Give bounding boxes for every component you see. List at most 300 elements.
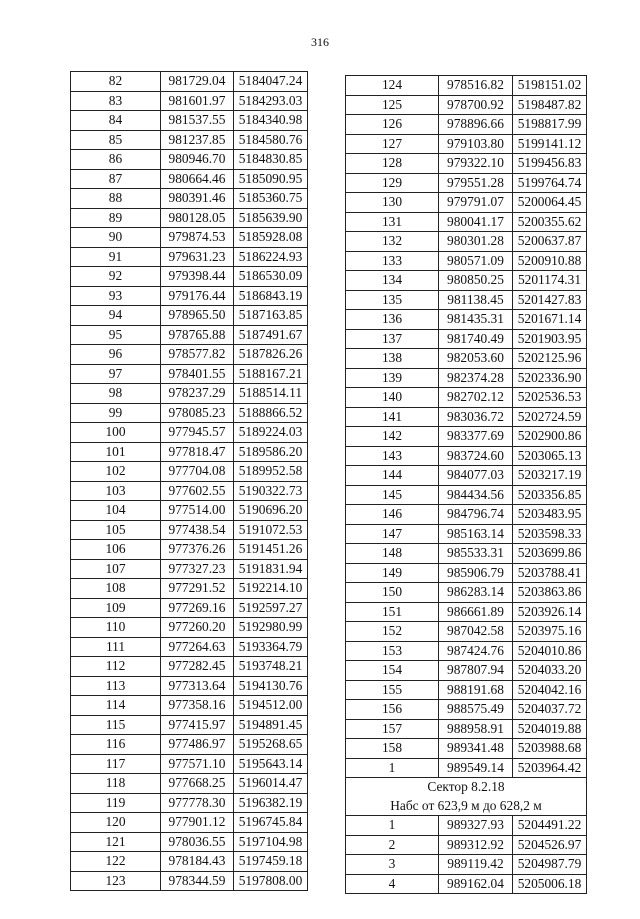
y-coordinate-cell: 5204526.97 [513,835,587,855]
y-coordinate-cell: 5194891.45 [234,715,308,735]
table-row [71,598,308,618]
y-coordinate-cell: 5204010.86 [513,641,587,661]
x-coordinate-cell: 977778.30 [161,793,234,813]
table-row [71,871,308,891]
y-coordinate-cell: 5203699.86 [513,544,587,564]
table-row [71,501,308,521]
x-coordinate-cell: 977264.63 [161,637,234,657]
point-number-cell: 93 [71,286,161,306]
table-row [71,813,308,833]
y-coordinate-cell: 5203964.42 [513,758,587,778]
y-coordinate-cell: 5203926.14 [513,602,587,622]
point-number-cell: 117 [71,754,161,774]
x-coordinate-cell: 986283.14 [439,583,513,603]
y-coordinate-cell: 5199141.12 [513,134,587,154]
y-coordinate-cell: 5202536.53 [513,388,587,408]
x-coordinate-cell: 979103.80 [439,134,513,154]
table-row [71,637,308,657]
x-coordinate-cell: 980128.05 [161,208,234,228]
point-number-cell: 89 [71,208,161,228]
y-coordinate-cell: 5200355.62 [513,212,587,232]
table-row [346,271,587,291]
y-coordinate-cell: 5202125.96 [513,349,587,369]
left-coordinates-table [70,71,308,891]
x-coordinate-cell: 978344.59 [161,871,234,891]
x-coordinate-cell: 977901.12 [161,813,234,833]
point-number-cell: 143 [346,446,439,466]
table-row [71,130,308,150]
table-row [346,134,587,154]
point-number-cell: 148 [346,544,439,564]
point-number-cell: 130 [346,193,439,213]
y-coordinate-cell: 5197104.98 [234,832,308,852]
x-coordinate-cell: 977291.52 [161,579,234,599]
point-number-cell: 85 [71,130,161,150]
x-coordinate-cell: 989327.93 [439,816,513,836]
x-coordinate-cell: 977818.47 [161,442,234,462]
x-coordinate-cell: 978700.92 [439,95,513,115]
table-row [346,251,587,271]
table-row [346,622,587,642]
y-coordinate-cell: 5194512.00 [234,696,308,716]
point-number-cell: 107 [71,559,161,579]
point-number-cell: 94 [71,306,161,326]
point-number-cell: 154 [346,661,439,681]
x-coordinate-cell: 983724.60 [439,446,513,466]
right-coordinates-table [345,75,587,894]
table-row [346,154,587,174]
x-coordinate-cell: 981435.31 [439,310,513,330]
y-coordinate-cell: 5201671.14 [513,310,587,330]
x-coordinate-cell: 980946.70 [161,150,234,170]
x-coordinate-cell: 982374.28 [439,368,513,388]
table-row [71,852,308,872]
y-coordinate-cell: 5187826.26 [234,345,308,365]
y-coordinate-cell: 5184293.03 [234,91,308,111]
x-coordinate-cell: 983036.72 [439,407,513,427]
table-row [71,91,308,111]
x-coordinate-cell: 977415.97 [161,715,234,735]
point-number-cell: 91 [71,247,161,267]
y-coordinate-cell: 5204033.20 [513,661,587,681]
x-coordinate-cell: 978516.82 [439,76,513,96]
point-number-cell: 105 [71,520,161,540]
x-coordinate-cell: 977514.00 [161,501,234,521]
point-number-cell: 141 [346,407,439,427]
point-number-cell: 98 [71,384,161,404]
y-coordinate-cell: 5203863.86 [513,583,587,603]
x-coordinate-cell: 979176.44 [161,286,234,306]
point-number-cell: 116 [71,735,161,755]
table-row [346,115,587,135]
point-number-cell: 135 [346,290,439,310]
table-row [71,520,308,540]
point-number-cell: 104 [71,501,161,521]
point-number-cell: 87 [71,169,161,189]
table-row [71,150,308,170]
y-coordinate-cell: 5189952.58 [234,462,308,482]
point-number-cell: 92 [71,267,161,287]
point-number-cell: 96 [71,345,161,365]
y-coordinate-cell: 5204042.16 [513,680,587,700]
table-row [346,290,587,310]
table-row [71,267,308,287]
x-coordinate-cell: 986661.89 [439,602,513,622]
y-coordinate-cell: 5197459.18 [234,852,308,872]
point-number-cell: 132 [346,232,439,252]
point-number-cell: 119 [71,793,161,813]
x-coordinate-cell: 977260.20 [161,618,234,638]
x-coordinate-cell: 984434.56 [439,485,513,505]
table-row [346,95,587,115]
point-number-cell: 126 [346,115,439,135]
table-row [71,462,308,482]
point-number-cell: 155 [346,680,439,700]
y-coordinate-cell: 5201174.31 [513,271,587,291]
point-number-cell: 4 [346,874,439,894]
x-coordinate-cell: 977327.23 [161,559,234,579]
point-number-cell: 1 [346,816,439,836]
point-number-cell: 118 [71,774,161,794]
y-coordinate-cell: 5205006.18 [513,874,587,894]
x-coordinate-cell: 979551.28 [439,173,513,193]
table-row [71,754,308,774]
x-coordinate-cell: 977945.57 [161,423,234,443]
table-row [71,189,308,209]
table-row [346,874,587,894]
x-coordinate-cell: 981729.04 [161,72,234,92]
table-row [71,169,308,189]
y-coordinate-cell: 5203356.85 [513,485,587,505]
table-row [71,832,308,852]
table-row [346,855,587,875]
x-coordinate-cell: 978965.50 [161,306,234,326]
point-number-cell: 139 [346,368,439,388]
y-coordinate-cell: 5191831.94 [234,559,308,579]
x-coordinate-cell: 977438.54 [161,520,234,540]
x-coordinate-cell: 987042.58 [439,622,513,642]
table-row [71,793,308,813]
table-row [346,835,587,855]
point-number-cell: 145 [346,485,439,505]
point-number-cell: 157 [346,719,439,739]
table-row [346,563,587,583]
x-coordinate-cell: 977269.16 [161,598,234,618]
point-number-cell: 153 [346,641,439,661]
y-coordinate-cell: 5204037.72 [513,700,587,720]
table-row [346,505,587,525]
y-coordinate-cell: 5185090.95 [234,169,308,189]
y-coordinate-cell: 5195643.14 [234,754,308,774]
table-row [346,485,587,505]
point-number-cell: 90 [71,228,161,248]
point-number-cell: 110 [71,618,161,638]
y-coordinate-cell: 5203788.41 [513,563,587,583]
point-number-cell: 133 [346,251,439,271]
x-coordinate-cell: 977668.25 [161,774,234,794]
x-coordinate-cell: 981237.85 [161,130,234,150]
point-number-cell: 140 [346,388,439,408]
point-number-cell: 144 [346,466,439,486]
table-row [71,247,308,267]
y-coordinate-cell: 5201427.83 [513,290,587,310]
point-number-cell: 84 [71,111,161,131]
table-row [346,407,587,427]
x-coordinate-cell: 978765.88 [161,325,234,345]
y-coordinate-cell: 5187163.85 [234,306,308,326]
table-row [346,739,587,759]
x-coordinate-cell: 980301.28 [439,232,513,252]
y-coordinate-cell: 5203988.68 [513,739,587,759]
table-row [346,816,587,836]
point-number-cell: 146 [346,505,439,525]
point-number-cell: 86 [71,150,161,170]
x-coordinate-cell: 977704.08 [161,462,234,482]
point-number-cell: 109 [71,598,161,618]
table-row [346,310,587,330]
x-coordinate-cell: 985163.14 [439,524,513,544]
x-coordinate-cell: 985906.79 [439,563,513,583]
y-coordinate-cell: 5194130.76 [234,676,308,696]
table-row [71,384,308,404]
table-row [346,446,587,466]
table-row [346,329,587,349]
x-coordinate-cell: 989312.92 [439,835,513,855]
table-row [71,774,308,794]
y-coordinate-cell: 5185639.90 [234,208,308,228]
y-coordinate-cell: 5188514.11 [234,384,308,404]
y-coordinate-cell: 5201903.95 [513,329,587,349]
point-number-cell: 108 [71,579,161,599]
y-coordinate-cell: 5190696.20 [234,501,308,521]
x-coordinate-cell: 980571.09 [439,251,513,271]
y-coordinate-cell: 5185928.08 [234,228,308,248]
x-coordinate-cell: 980041.17 [439,212,513,232]
table-row [346,719,587,739]
y-coordinate-cell: 5193748.21 [234,657,308,677]
y-coordinate-cell: 5199456.83 [513,154,587,174]
table-row [71,618,308,638]
point-number-cell: 1 [346,758,439,778]
x-coordinate-cell: 979791.07 [439,193,513,213]
x-coordinate-cell: 977486.97 [161,735,234,755]
y-coordinate-cell: 5200637.87 [513,232,587,252]
y-coordinate-cell: 5189586.20 [234,442,308,462]
y-coordinate-cell: 5186530.09 [234,267,308,287]
point-number-cell: 2 [346,835,439,855]
x-coordinate-cell: 988575.49 [439,700,513,720]
page-number: 316 [311,35,329,49]
table-row [71,111,308,131]
point-number-cell: 134 [346,271,439,291]
y-coordinate-cell: 5203598.33 [513,524,587,544]
x-coordinate-cell: 980391.46 [161,189,234,209]
y-coordinate-cell: 5189224.03 [234,423,308,443]
point-number-cell: 129 [346,173,439,193]
y-coordinate-cell: 5200910.88 [513,251,587,271]
y-coordinate-cell: 5198151.02 [513,76,587,96]
point-number-cell: 125 [346,95,439,115]
x-coordinate-cell: 989341.48 [439,739,513,759]
x-coordinate-cell: 977376.26 [161,540,234,560]
point-number-cell: 152 [346,622,439,642]
point-number-cell: 156 [346,700,439,720]
x-coordinate-cell: 987424.76 [439,641,513,661]
point-number-cell: 136 [346,310,439,330]
point-number-cell: 100 [71,423,161,443]
table-row [346,583,587,603]
table-row [71,72,308,92]
point-number-cell: 138 [346,349,439,369]
table-row [71,423,308,443]
table-row [346,368,587,388]
sector-subtitle: Набс от 623,9 м до 628,2 м [346,797,587,816]
table-row [71,481,308,501]
x-coordinate-cell: 980664.46 [161,169,234,189]
y-coordinate-cell: 5191072.53 [234,520,308,540]
point-number-cell: 97 [71,364,161,384]
table-row [346,758,587,778]
x-coordinate-cell: 984796.74 [439,505,513,525]
x-coordinate-cell: 979322.10 [439,154,513,174]
point-number-cell: 147 [346,524,439,544]
x-coordinate-cell: 978401.55 [161,364,234,384]
point-number-cell: 127 [346,134,439,154]
table-row [71,286,308,306]
y-coordinate-cell: 5203065.13 [513,446,587,466]
sector-subtitle-row [346,797,587,816]
y-coordinate-cell: 5192214.10 [234,579,308,599]
table-row [71,345,308,365]
x-coordinate-cell: 989162.04 [439,874,513,894]
table-row [346,193,587,213]
y-coordinate-cell: 5184580.76 [234,130,308,150]
table-row [346,427,587,447]
point-number-cell: 124 [346,76,439,96]
y-coordinate-cell: 5197808.00 [234,871,308,891]
sector-title: Сектор 8.2.18 [346,778,587,797]
table-row [71,540,308,560]
table-row [71,442,308,462]
x-coordinate-cell: 982053.60 [439,349,513,369]
point-number-cell: 122 [71,852,161,872]
y-coordinate-cell: 5204491.22 [513,816,587,836]
point-number-cell: 106 [71,540,161,560]
x-coordinate-cell: 988958.91 [439,719,513,739]
point-number-cell: 137 [346,329,439,349]
table-row [71,676,308,696]
table-row [346,466,587,486]
x-coordinate-cell: 979631.23 [161,247,234,267]
x-coordinate-cell: 978184.43 [161,852,234,872]
y-coordinate-cell: 5191451.26 [234,540,308,560]
table-row [346,700,587,720]
table-row [71,208,308,228]
point-number-cell: 149 [346,563,439,583]
x-coordinate-cell: 981138.45 [439,290,513,310]
x-coordinate-cell: 987807.94 [439,661,513,681]
x-coordinate-cell: 978036.55 [161,832,234,852]
point-number-cell: 82 [71,72,161,92]
table-row [346,641,587,661]
point-number-cell: 123 [71,871,161,891]
point-number-cell: 114 [71,696,161,716]
x-coordinate-cell: 977571.10 [161,754,234,774]
table-row [346,388,587,408]
y-coordinate-cell: 5202900.86 [513,427,587,447]
x-coordinate-cell: 979874.53 [161,228,234,248]
point-number-cell: 120 [71,813,161,833]
table-row [71,715,308,735]
y-coordinate-cell: 5186224.93 [234,247,308,267]
x-coordinate-cell: 978577.82 [161,345,234,365]
point-number-cell: 103 [71,481,161,501]
x-coordinate-cell: 977282.45 [161,657,234,677]
x-coordinate-cell: 977358.16 [161,696,234,716]
x-coordinate-cell: 989549.14 [439,758,513,778]
y-coordinate-cell: 5196382.19 [234,793,308,813]
x-coordinate-cell: 983377.69 [439,427,513,447]
x-coordinate-cell: 978237.29 [161,384,234,404]
x-coordinate-cell: 982702.12 [439,388,513,408]
y-coordinate-cell: 5196745.84 [234,813,308,833]
point-number-cell: 112 [71,657,161,677]
y-coordinate-cell: 5185360.75 [234,189,308,209]
x-coordinate-cell: 984077.03 [439,466,513,486]
y-coordinate-cell: 5188866.52 [234,403,308,423]
sector-title-row [346,778,587,797]
table-row [71,228,308,248]
x-coordinate-cell: 979398.44 [161,267,234,287]
point-number-cell: 150 [346,583,439,603]
point-number-cell: 88 [71,189,161,209]
y-coordinate-cell: 5184830.85 [234,150,308,170]
table-row [346,524,587,544]
x-coordinate-cell: 989119.42 [439,855,513,875]
table-row [346,76,587,96]
x-coordinate-cell: 977602.55 [161,481,234,501]
table-row [71,559,308,579]
point-number-cell: 95 [71,325,161,345]
y-coordinate-cell: 5198487.82 [513,95,587,115]
y-coordinate-cell: 5202336.90 [513,368,587,388]
point-number-cell: 131 [346,212,439,232]
y-coordinate-cell: 5192597.27 [234,598,308,618]
table-row [71,657,308,677]
table-row [346,173,587,193]
y-coordinate-cell: 5198817.99 [513,115,587,135]
point-number-cell: 128 [346,154,439,174]
table-row [346,661,587,681]
y-coordinate-cell: 5199764.74 [513,173,587,193]
table-row [346,680,587,700]
point-number-cell: 121 [71,832,161,852]
y-coordinate-cell: 5203217.19 [513,466,587,486]
x-coordinate-cell: 980850.25 [439,271,513,291]
table-row [71,325,308,345]
y-coordinate-cell: 5187491.67 [234,325,308,345]
y-coordinate-cell: 5192980.99 [234,618,308,638]
point-number-cell: 99 [71,403,161,423]
x-coordinate-cell: 981537.55 [161,111,234,131]
point-number-cell: 158 [346,739,439,759]
y-coordinate-cell: 5204987.79 [513,855,587,875]
table-row [346,544,587,564]
y-coordinate-cell: 5195268.65 [234,735,308,755]
table-row [346,212,587,232]
y-coordinate-cell: 5186843.19 [234,286,308,306]
point-number-cell: 142 [346,427,439,447]
